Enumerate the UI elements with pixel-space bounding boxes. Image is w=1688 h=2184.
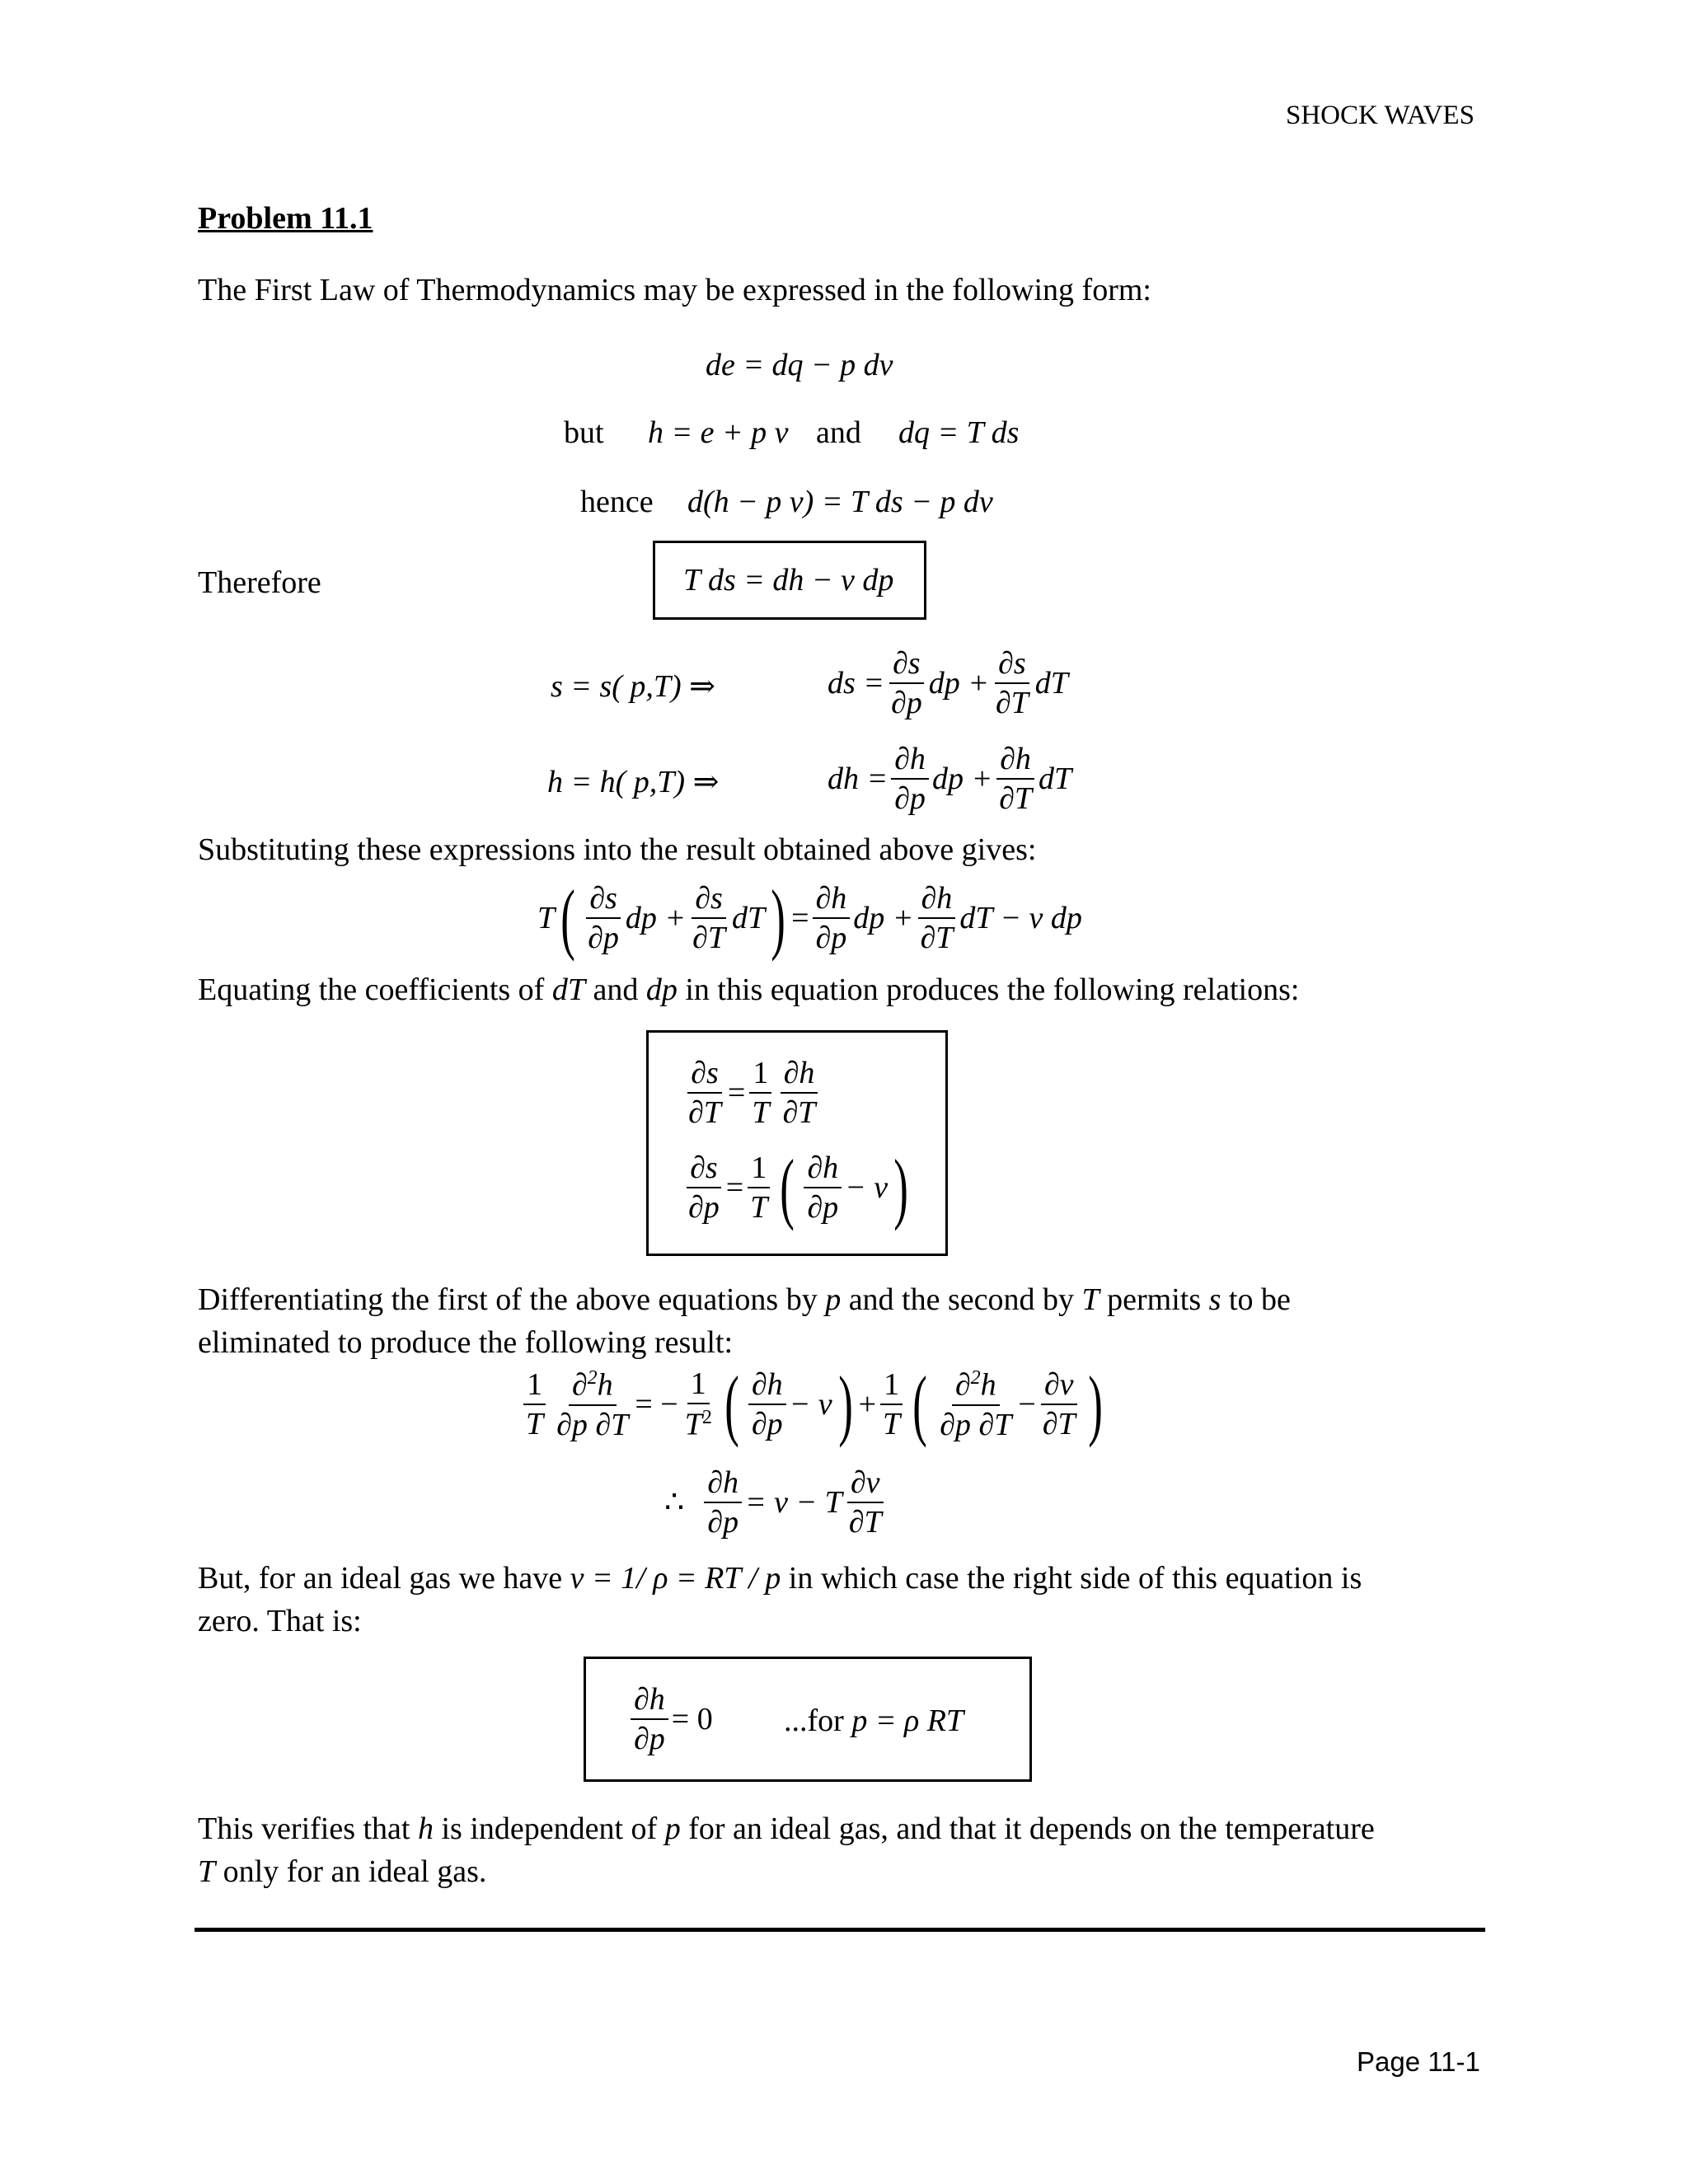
relation-ds-dp: $\frac{\partial s}{\partial p}$ = $\frac{1}{T}$ ( $\frac{\partial h}{\partial p}$ − v ) [688,1143,908,1231]
diff-text-a: Differentiating the first of the above equations by [198,1282,818,1317]
final-for: ...for [784,1704,844,1738]
and-word: and [816,415,861,450]
problem-title: Problem 11.1 [198,201,373,236]
final-condition [784,1705,964,1736]
equating-and: and [593,972,639,1007]
hence-word: hence [580,485,654,519]
intro-text: The First Law of Thermodynamics may be expressed in the following form: [198,273,1151,307]
relation-ds-dT: $\frac{\partial s}{\partial T}$ = $\frac{1}{T}$ $\frac{\partial h}{\partial T}$ [682,1057,822,1128]
equating-pre: Equating the coefficients of [198,972,545,1007]
therefore-label: Therefore [198,565,321,600]
verify-line-2 [198,1856,486,1887]
boxed-tds-equation [653,541,926,620]
equating-dp: dp [645,972,678,1007]
ideal-gas-line-2: zero. That is: [198,1604,362,1638]
diff-text-b: and the second by [848,1282,1074,1317]
ideal-gas-line-1 [198,1563,1362,1594]
dh-total-differential: dh = $\frac{\partial h}{\partial p}$ dp + $\frac{\partial h}{\partial T}$ dT [828,742,1072,816]
substituting-text: Substituting these expressions into the result obtained above gives: [198,832,1037,867]
boxed-tds-text: T ds = dh − v dp [683,563,894,598]
substituted-equation: T ( $\frac{\partial s}{\partial p}$ dp + $\frac{\partial s}{\partial T}$ dT ) = $\frac{\partial h}{\partial p}$ dp + $\frac{\partial h}{\partial T}$ dT − v dp [537,874,1082,962]
verify-b: is independent of [441,1811,658,1846]
h-function: h = h( p,T) ⇒ [547,765,720,799]
final-derivative: $\frac{\partial h}{\partial p}$ = 0 [627,1684,713,1755]
diff-p: p [825,1282,842,1317]
verify-c: for an ideal gas, and that it depends on the temperature [688,1811,1375,1846]
ds-total-differential: ds = $\frac{\partial s}{\partial p}$ dp + $\frac{\partial s}{\partial T}$ dT [828,646,1068,720]
footer-rule [195,1928,1485,1932]
diff-text-c: permits [1107,1282,1202,1317]
differentiating-line-2: eliminated to produce the following result: [198,1325,734,1360]
ideal-pre: But, for an ideal gas we have [198,1561,563,1596]
diff-text-d: to be [1228,1282,1291,1317]
but-word: but [564,415,604,450]
equation-hence: d(h − p v) = T ds − p dv [687,485,993,519]
ideal-post: in which case the right side of this equation is [788,1561,1362,1596]
verify-h: h [417,1811,434,1846]
final-equals-zero: = 0 [671,1702,713,1736]
second-derivative-equation: $\frac{1}{T}$ $\frac{\partial^2h}{\partial p \partial T}$ = − $\frac{1}{T^2}$ ( $\frac{\partial h}{\partial p}$ − v ) + $\frac{1}{T}$ ( $\frac{\partial^2h}{\partial p \partial T}$ − $\frac{\partial v}{\partial T}$ ) [519,1365,1109,1444]
enthalpy-pressure-result: ∴ $\frac{\partial h}{\partial p}$ = v − T $\frac{\partial v}{\partial T}$ [664,1465,882,1540]
diff-s: s [1208,1282,1221,1317]
boxed-final-result [584,1657,1032,1782]
diff-T: T [1081,1282,1100,1317]
page-number: Page 11-1 [1357,2046,1480,2077]
s-function: s = s( p,T) ⇒ [551,669,716,704]
equation-dq: dq = T ds [898,415,1020,450]
verify-line-1 [198,1813,1375,1844]
verify-p: p [664,1811,681,1846]
verify-T: T [198,1854,216,1889]
final-ideal-gas: p = ρ RT [851,1704,964,1738]
boxed-relations [646,1030,948,1256]
verify-a: This verifies that [198,1811,410,1846]
equating-dT: dT [551,972,585,1007]
equation-first-law: de = dq − p dv [706,348,893,382]
equating-text [198,974,1299,1005]
equating-post: in this equation produces the following relations: [685,972,1300,1007]
ideal-gas-law: v = 1/ ρ = RT / p [570,1561,781,1596]
running-header: SHOCK WAVES [1286,101,1475,130]
differentiating-line-1 [198,1284,1291,1315]
verify-d: only for an ideal gas. [223,1854,487,1889]
equation-enthalpy-def: h = e + p v [648,415,789,450]
